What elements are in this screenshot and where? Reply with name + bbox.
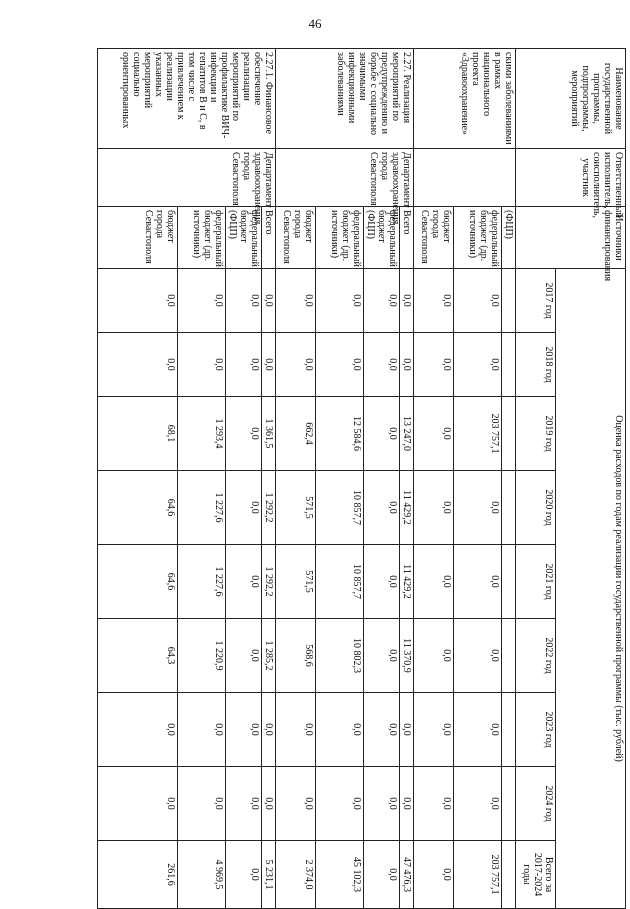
value-cell: 0,0 [414,619,454,693]
value-cell: 0,0 [262,333,276,397]
value-cell: 0,0 [226,767,262,841]
value-cell: 0,0 [178,333,226,397]
name-cell: 2.27.1. Финансовое обеспечение реализации мероприятий по профилактике ВИЧ-инфекции и гепатитов В и С, в том числе с привлечением к реализации указанных мероприятий социально ориентированных [98,49,276,149]
value-cell: 261,6 [98,841,178,909]
value-cell: 0,0 [178,269,226,333]
source-cell: федеральный бюджет (др. источники) [316,207,364,269]
value-cell: 0,0 [414,841,454,909]
value-cell: 64,6 [98,545,178,619]
value-cell: 11 370,9 [400,619,414,693]
value-cell: 1 292,2 [262,471,276,545]
value-cell: 12 584,6 [316,397,364,471]
value-cell: 0,0 [414,269,454,333]
value-cell [502,841,516,909]
page-number: 46 [308,16,322,31]
source-cell: федеральный бюджет (др. источники) [454,207,502,269]
value-cell: 0,0 [226,619,262,693]
source-cell: бюджет города Севастополя [98,207,178,269]
source-cell: (ФЦП) [502,207,516,269]
value-cell: 0,0 [414,471,454,545]
value-cell: 0,0 [276,767,316,841]
header-year: 2022 год [516,619,556,693]
value-cell: 10 802,3 [316,619,364,693]
value-cell: 0,0 [454,693,502,767]
source-cell: бюджет города Севастополя [276,207,316,269]
value-cell: 0,0 [364,619,400,693]
value-cell: 0,0 [226,471,262,545]
table-area [114,48,626,897]
value-cell: 47 476,3 [400,841,414,909]
value-cell: 64,6 [98,471,178,545]
value-cell [502,471,516,545]
value-cell: 0,0 [454,333,502,397]
value-cell: 1 227,6 [178,471,226,545]
value-cell [502,545,516,619]
value-cell: 0,0 [364,767,400,841]
header-year: 2024 год [516,767,556,841]
table-row [502,49,516,909]
value-cell: 0,0 [226,841,262,909]
value-cell: 0,0 [454,269,502,333]
value-cell: 0,0 [400,269,414,333]
value-cell: 45 102,3 [316,841,364,909]
header-year: 2017 год [516,269,556,333]
value-cell: 0,0 [262,269,276,333]
source-cell: бюджет города Севастополя [414,207,454,269]
value-cell: 571,5 [276,471,316,545]
value-cell: 0,0 [276,693,316,767]
value-cell: 0,0 [226,545,262,619]
value-cell: 0,0 [364,333,400,397]
value-cell: 0,0 [262,767,276,841]
value-cell: 0,0 [400,333,414,397]
header-year: 2018 год [516,333,556,397]
value-cell: 0,0 [98,767,178,841]
value-cell: 68,1 [98,397,178,471]
value-cell: 5 231,1 [262,841,276,909]
header-estimate: Оценка расходов по годам реализации государственной программы (тыс. рублей) [556,269,626,909]
header-source: Источники финансирования [516,207,626,269]
value-cell: 203 757,1 [454,397,502,471]
value-cell: 1 292,2 [262,545,276,619]
value-cell: 0,0 [276,333,316,397]
value-cell: 10 857,7 [316,545,364,619]
value-cell: 662,4 [276,397,316,471]
value-cell: 13 247,0 [400,397,414,471]
value-cell: 1 293,4 [178,397,226,471]
value-cell: 0,0 [454,471,502,545]
name-cell: 2.27. Реализация мероприятий по предупреждению и борьбе с социально значимыми инфекционными заболеваниями [276,49,414,149]
value-cell: 0,0 [226,693,262,767]
financing-table [97,48,626,909]
value-cell: 0,0 [414,545,454,619]
value-cell: 0,0 [364,471,400,545]
value-cell: 0,0 [414,333,454,397]
value-cell: 1 227,6 [178,545,226,619]
value-cell: 11 429,2 [400,545,414,619]
value-cell: 0,0 [364,545,400,619]
value-cell [502,619,516,693]
value-cell: 203 757,1 [454,841,502,909]
value-cell: 0,0 [454,619,502,693]
value-cell: 0,0 [364,269,400,333]
source-cell: Всего [400,207,414,269]
value-cell [502,767,516,841]
value-cell: 64,3 [98,619,178,693]
table-row [262,49,276,909]
header-total: Всего за 2017-2024 годы [516,841,556,909]
value-cell: 571,5 [276,545,316,619]
value-cell: 2 374,0 [276,841,316,909]
value-cell: 0,0 [98,333,178,397]
value-cell [502,333,516,397]
value-cell: 0,0 [226,333,262,397]
value-cell: 0,0 [98,693,178,767]
value-cell [502,693,516,767]
value-cell: 0,0 [400,693,414,767]
header-name: Наименование государственной программы, подпрограммы, мероприятий [516,49,626,149]
header-year: 2019 год [516,397,556,471]
value-cell: 0,0 [178,767,226,841]
executor-cell [414,149,516,207]
value-cell: 0,0 [276,269,316,333]
table-row [400,49,414,909]
executor-cell: Департамент здравоохранения города Севастополя [98,149,276,207]
value-cell: 1 220,9 [178,619,226,693]
source-cell: федеральный бюджет (ФЦП) [364,207,400,269]
value-cell: 568,6 [276,619,316,693]
value-cell: 0,0 [316,269,364,333]
value-cell: 0,0 [454,545,502,619]
value-cell: 0,0 [364,397,400,471]
value-cell: 0,0 [226,269,262,333]
executor-cell: Департамент здравоохранения города Севастополя [276,149,414,207]
value-cell: 0,0 [454,767,502,841]
value-cell: 1 285,2 [262,619,276,693]
header-executor: Ответственный исполнитель, соисполнитель, участник [516,149,626,207]
source-cell: федеральный бюджет (др. источники) [178,207,226,269]
value-cell: 0,0 [316,333,364,397]
value-cell: 0,0 [364,693,400,767]
value-cell: 0,0 [226,397,262,471]
value-cell: 0,0 [414,397,454,471]
value-cell: 0,0 [414,693,454,767]
value-cell: 0,0 [262,693,276,767]
value-cell: 0,0 [178,693,226,767]
source-cell: Всего [262,207,276,269]
value-cell: 1 361,5 [262,397,276,471]
value-cell: 10 857,7 [316,471,364,545]
value-cell: 0,0 [400,767,414,841]
value-cell: 0,0 [414,767,454,841]
value-cell: 4 969,5 [178,841,226,909]
value-cell: 0,0 [98,269,178,333]
value-cell: 0,0 [364,841,400,909]
name-cell: скими заболеваниями в рамках национального проекта «Здравоохранение» [414,49,516,149]
value-cell: 0,0 [316,767,364,841]
value-cell: 0,0 [316,693,364,767]
value-cell: 11 429,2 [400,471,414,545]
source-cell: федеральный бюджет (ФЦП) [226,207,262,269]
header-year: 2020 год [516,471,556,545]
header-year: 2023 год [516,693,556,767]
value-cell [502,269,516,333]
header-year: 2021 год [516,545,556,619]
value-cell [502,397,516,471]
